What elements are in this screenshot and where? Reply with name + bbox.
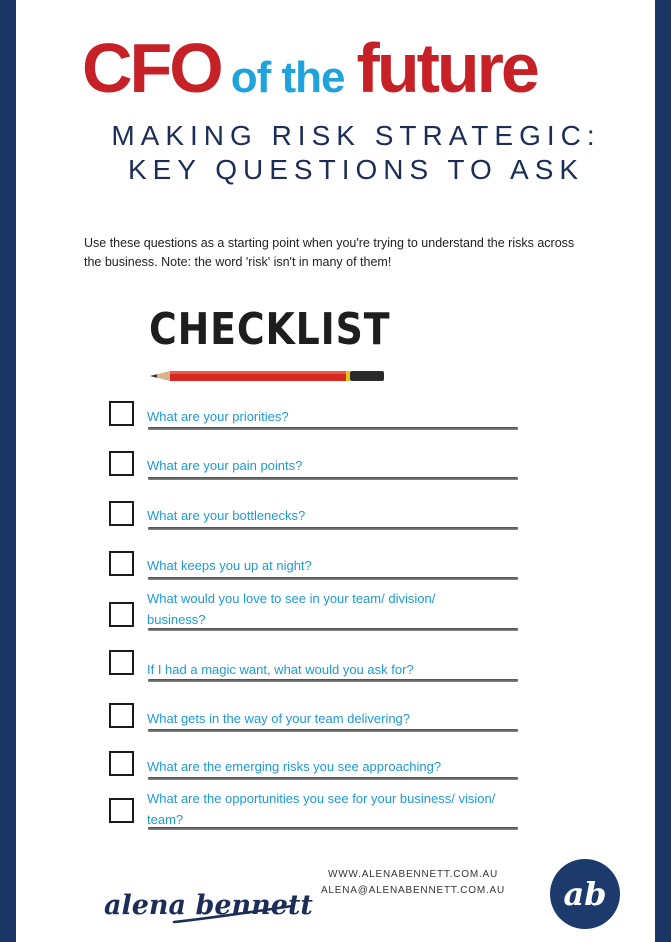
checkbox[interactable] (109, 650, 134, 675)
subtitle-line-2: KEY QUESTIONS TO ASK (127, 154, 585, 185)
checklist-heading: CHECKLIST (149, 304, 391, 355)
question-text: What keeps you up at night? (147, 558, 312, 573)
answer-line (148, 427, 518, 430)
checkbox[interactable] (109, 551, 134, 576)
question-text: What gets in the way of your team delivering? (147, 711, 411, 726)
ab-monogram-logo (549, 858, 621, 930)
question-text: If I had a magic want, what would you ask for? (147, 662, 414, 677)
question-text: What are your pain points? (147, 458, 303, 473)
checkbox[interactable] (109, 451, 134, 476)
title-of-the: of the (230, 53, 345, 102)
answer-line (148, 679, 518, 682)
answer-line (148, 777, 518, 780)
answer-line (148, 827, 518, 830)
title-cfo: CFO (82, 29, 221, 107)
email-link[interactable]: ALENA@ALENABENNETT.COM.AU (320, 885, 506, 896)
monogram-text: ab (563, 875, 607, 913)
checkbox[interactable] (109, 501, 134, 526)
checkbox[interactable] (109, 798, 134, 823)
brand-logo-script: alena bennett (104, 890, 313, 921)
answer-line (148, 577, 518, 580)
checkbox[interactable] (109, 751, 134, 776)
answer-line (148, 628, 518, 631)
answer-line (148, 477, 518, 480)
website-link[interactable]: WWW.ALENABENNETT.COM.AU (327, 869, 499, 880)
answer-line (148, 527, 518, 530)
checkbox[interactable] (109, 602, 134, 627)
subtitle-line-1: MAKING RISK STRATEGIC: (111, 120, 601, 151)
page-title (82, 28, 622, 108)
logo-swoosh-icon (172, 900, 296, 926)
intro-paragraph: Use these questions as a starting point when you're trying to understand the risks across the business. Note: the word 'risk' isn't in many of them! (84, 236, 575, 269)
answer-line (148, 729, 518, 732)
question-text: What are the opportunities you see for your business/ vision/ team? (147, 791, 496, 827)
question-text: What are your bottlenecks? (147, 508, 306, 523)
title-future: future (356, 29, 537, 107)
checkbox[interactable] (109, 703, 134, 728)
question-text: What are the emerging risks you see approaching? (147, 759, 442, 774)
question-text: What would you love to see in your team/ division/ business? (147, 591, 436, 627)
question-text: What are your priorities? (147, 409, 289, 424)
checkbox[interactable] (109, 401, 134, 426)
pencil-icon (148, 366, 388, 384)
